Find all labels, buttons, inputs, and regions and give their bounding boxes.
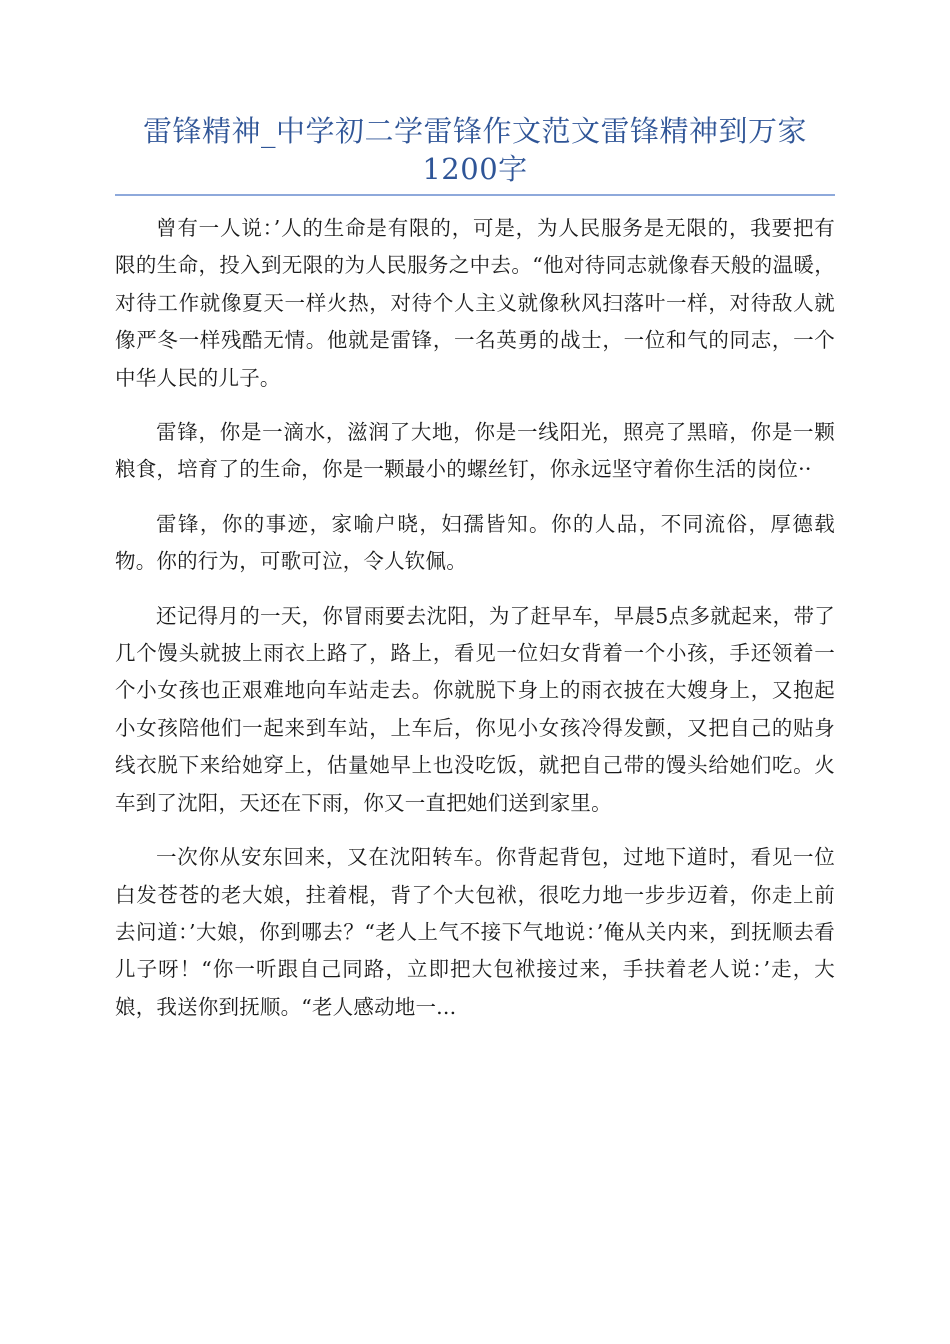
document-body — [115, 210, 835, 1043]
paragraph-1: 曾有一人说：’人的生命是有限的，可是，为人民服务是无限的，我要把有限的生命，投入到无限的为人民服务之中去。“他对待同志就像春天般的温暖，对待工作就像夏天一样火热，对待个人主义就像秋风扫落叶一样，对待敌人就像严冬一样残酷无情。他就是雷锋，一名英勇的战士，一位和气的同志，一个中华人民的儿子。 — [115, 216, 835, 390]
paragraph-3: 雷锋，你的事迹，家喻户晓，妇孺皆知。你的人品，不同流俗，厚德载物。你的行为，可歌可泣，令人钦佩。 — [115, 511, 835, 574]
paragraph-5: 一次你从安东回来，又在沈阳转车。你背起背包，过地下道时，看见一位白发苍苍的老大娘，拄着棍，背了个大包袱，很吃力地一步步迈着，你走上前去问道：’大娘，你到哪去？“老人上气不接下气地说：’俺从关内来，到抚顺去看儿子呀！“你一听跟自己同路，立即把大包袱接过来，手扶着老人说：’走，大娘，我送你到抚顺。“老人感动地一... — [115, 845, 835, 1019]
paragraph-2: 雷锋，你是一滴水，滋润了大地，你是一线阳光，照亮了黑暗，你是一颗粮食，培育了的生命，你是一颗最小的螺丝钉，你永远坚守着你生活的岗位·· — [115, 420, 835, 482]
paragraph-4: 还记得月的一天，你冒雨要去沈阳，为了赶早车，早晨5点多就起来，带了几个馒头就披上雨衣上路了，路上，看见一位妇女背着一个小孩，手还领着一个小女孩也正艰难地向车站走去。你就脱下身上的雨衣披在大嫂身上，又抱起小女孩陪他们一起来到车站，上车后，你见小女孩冷得发颤，又把自己的贴身线衣脱下来给她穿上，估量她早上也没吃饭，就把自己带的馒头给她们吃。火车到了沈阳，天还在下雨，你又一直把她们送到家里。 — [115, 603, 835, 815]
title-block — [115, 112, 835, 196]
document-title: 雷锋精神_中学初二学雷锋作文范文雷锋精神到万家1200字 — [142, 114, 807, 186]
title-underline — [115, 194, 835, 196]
